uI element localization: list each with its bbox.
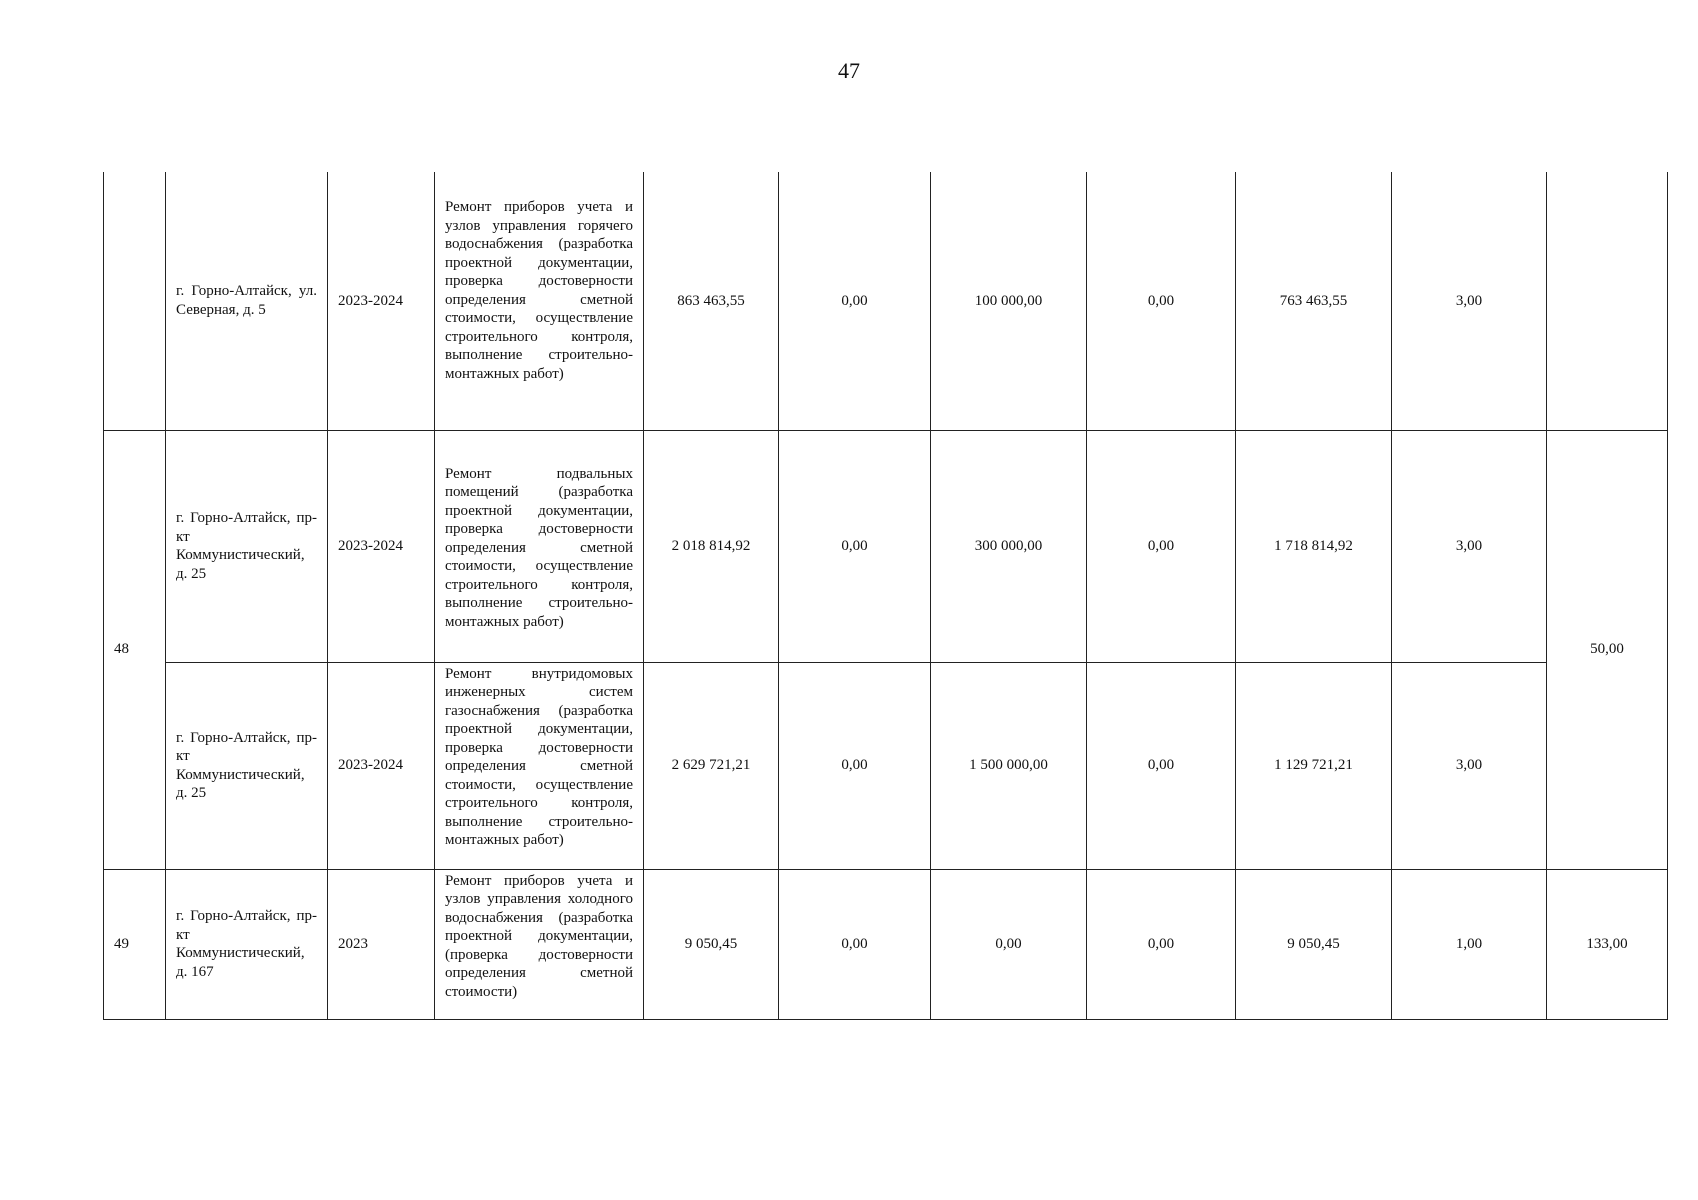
fund-cell-5: 9 050,45 (1236, 869, 1392, 1019)
fund-cell-3: 100 000,00 (931, 172, 1087, 430)
total-cost-cell: 9 050,45 (644, 869, 779, 1019)
fund-cell-2: 0,00 (779, 662, 931, 869)
fund-cell-2: 0,00 (779, 430, 931, 662)
address-cell: г. Горно-Алтайск, пр-кт Коммунистический, д. 167 (166, 869, 328, 1019)
fund-cell-2: 0,00 (779, 869, 931, 1019)
table-row (104, 172, 1668, 430)
row-number-cell: 48 (104, 430, 166, 869)
row-number-cell (104, 172, 166, 430)
period-cell: 2023-2024 (328, 662, 435, 869)
fund-cell-3: 300 000,00 (931, 430, 1087, 662)
page-number: 47 (838, 58, 860, 83)
table-row (104, 430, 1668, 662)
work-description-cell: Ремонт подвальных помещений (разработка проектной документации, проверка достоверности определения сметной стоимости, осуществление строительного контроля, выполнение строительно-монтажных работ) (435, 430, 644, 662)
fund-cell-6: 3,00 (1392, 430, 1547, 662)
total-cost-cell: 863 463,55 (644, 172, 779, 430)
work-description-cell: Ремонт приборов учета и узлов управления холодного водоснабжения (разработка проектной документации, (проверка достоверности определения сметной стоимости) (435, 869, 644, 1019)
fund-cell-7 (1547, 172, 1668, 430)
table-row (104, 662, 1668, 869)
fund-cell-3: 1 500 000,00 (931, 662, 1087, 869)
total-cost-cell: 2 629 721,21 (644, 662, 779, 869)
fund-cell-7: 50,00 (1547, 430, 1668, 869)
fund-cell-4: 0,00 (1087, 172, 1236, 430)
address-cell: г. Горно-Алтайск, ул. Северная, д. 5 (166, 172, 328, 430)
fund-cell-6: 3,00 (1392, 662, 1547, 869)
period-cell: 2023 (328, 869, 435, 1019)
fund-cell-4: 0,00 (1087, 869, 1236, 1019)
fund-cell-5: 763 463,55 (1236, 172, 1392, 430)
fund-cell-4: 0,00 (1087, 662, 1236, 869)
fund-cell-2: 0,00 (779, 172, 931, 430)
fund-cell-5: 1 129 721,21 (1236, 662, 1392, 869)
address-cell: г. Горно-Алтайск, пр-кт Коммунистический, д. 25 (166, 430, 328, 662)
work-description-cell: Ремонт приборов учета и узлов управления горячего водоснабжения (разработка проектной документации, проверка достоверности определения сметной стоимости, осуществление строительного контроля, выполнение строительно-монтажных работ) (435, 172, 644, 430)
table-row (104, 869, 1668, 1019)
fund-cell-7: 133,00 (1547, 869, 1668, 1019)
fund-cell-3: 0,00 (931, 869, 1087, 1019)
work-description-cell: Ремонт внутридомовых инженерных систем газоснабжения (разработка проектной документации, проверка достоверности определения сметной стоимости, осуществление строительного контроля, выполнение строительно-монтажных работ) (435, 662, 644, 869)
total-cost-cell: 2 018 814,92 (644, 430, 779, 662)
period-cell: 2023-2024 (328, 172, 435, 430)
fund-cell-5: 1 718 814,92 (1236, 430, 1392, 662)
fund-cell-6: 3,00 (1392, 172, 1547, 430)
fund-cell-6: 1,00 (1392, 869, 1547, 1019)
fund-cell-4: 0,00 (1087, 430, 1236, 662)
period-cell: 2023-2024 (328, 430, 435, 662)
works-table (103, 172, 1668, 1020)
address-cell: г. Горно-Алтайск, пр-кт Коммунистический, д. 25 (166, 662, 328, 869)
row-number-cell: 49 (104, 869, 166, 1019)
